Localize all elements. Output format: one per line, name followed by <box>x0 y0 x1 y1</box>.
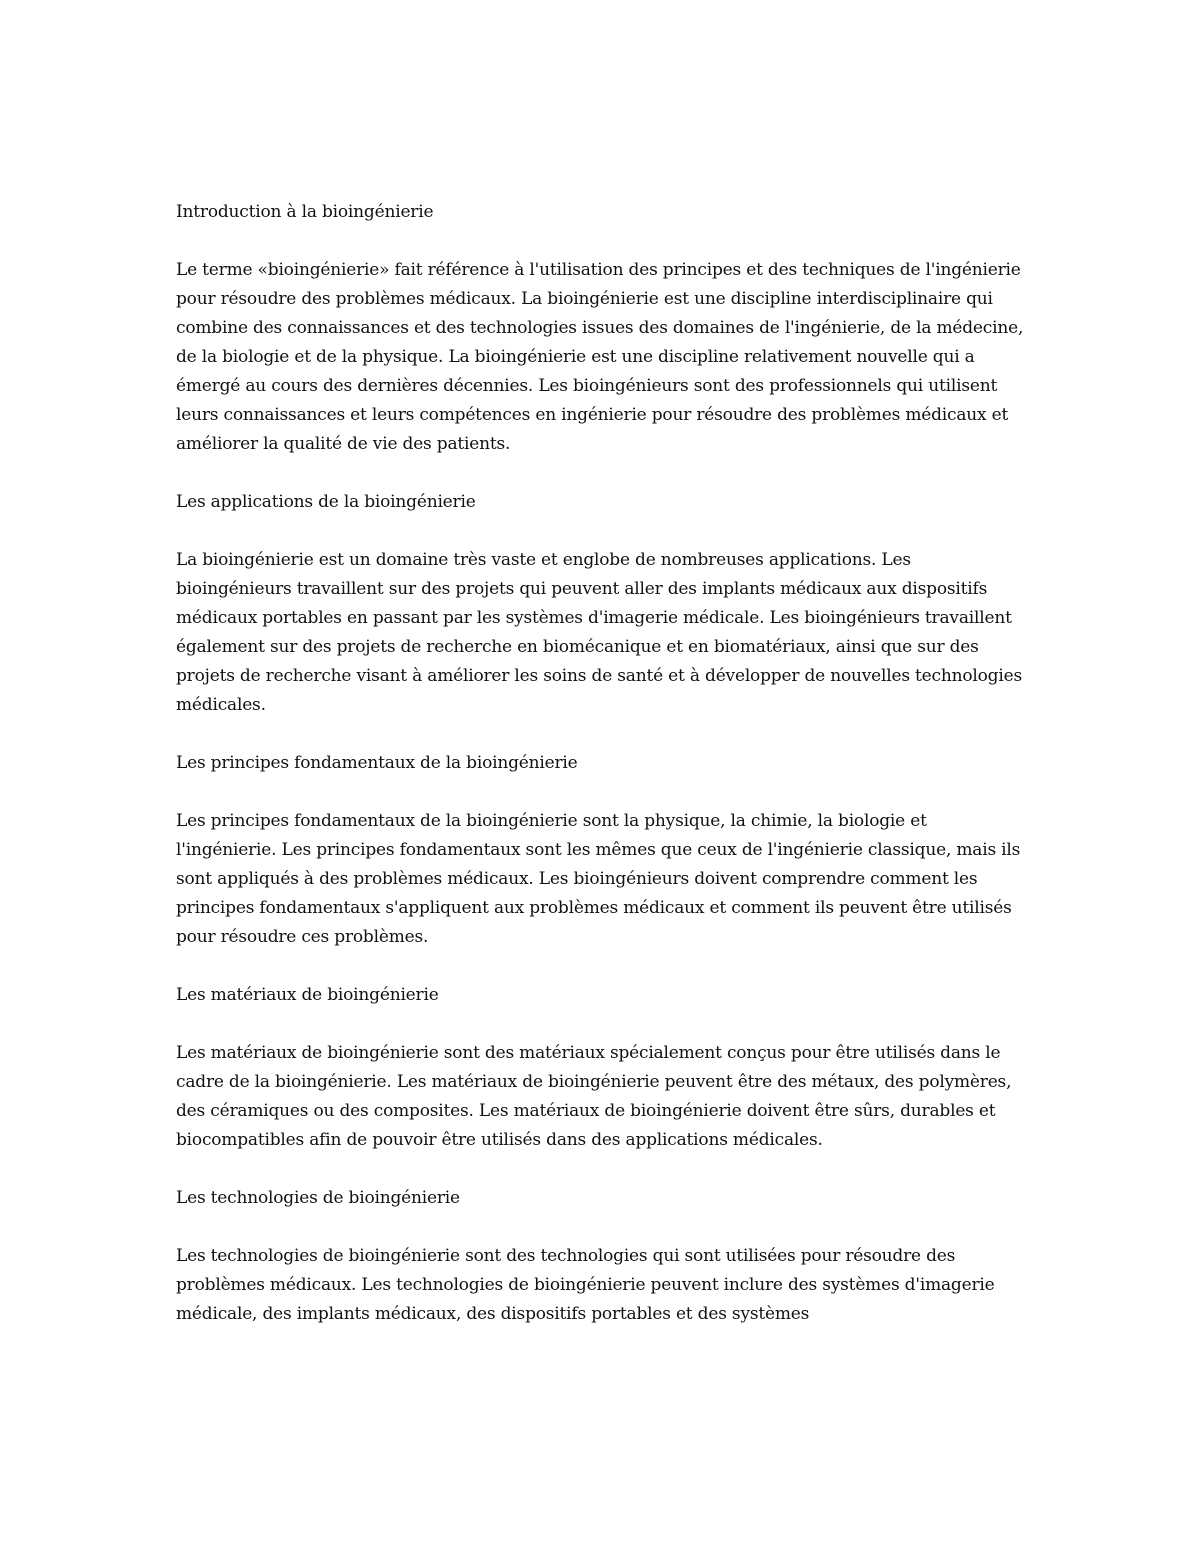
section-heading-introduction: Introduction à la bioingénierie <box>176 202 434 222</box>
section-heading-technologies: Les technologies de bioingénierie <box>176 1188 460 1208</box>
section-body-applications: La bioingénierie est un domaine très vaste et englobe de nombreuses applications. Les bioingénieurs travaillent sur des projets qui peuvent aller des implants médicaux aux dispositifs médicaux portables en passant par les systèmes d'imagerie médicale. Les bioingénieurs travaillent également sur des projets de recherche en biomécanique et en biomatériaux, ainsi que sur des projets de recherche visant à améliorer les soins de santé et à développer de nouvelles technologies médicales. <box>176 550 1022 715</box>
section-heading-principes: Les principes fondamentaux de la bioingénierie <box>176 753 578 773</box>
section-heading-materiaux: Les matériaux de bioingénierie <box>176 985 439 1005</box>
document-content <box>176 198 1026 1329</box>
section-body-materiaux: Les matériaux de bioingénierie sont des matériaux spécialement conçus pour être utilisés dans le cadre de la bioingénierie. Les matériaux de bioingénierie peuvent être des métaux, des polymères, des céramiques ou des composites. Les matériaux de bioingénierie doivent être sûrs, durables et biocompatibles afin de pouvoir être utilisés dans des applications médicales. <box>176 1043 1012 1150</box>
section-body-technologies: Les technologies de bioingénierie sont des technologies qui sont utilisées pour résoudre des problèmes médicaux. Les technologies de bioingénierie peuvent inclure des systèmes d'imagerie médicale, des implants médicaux, des dispositifs portables et des systèmes <box>176 1246 995 1324</box>
section-heading-applications: Les applications de la bioingénierie <box>176 492 476 512</box>
section-body-introduction: Le terme «bioingénierie» fait référence à l'utilisation des principes et des techniques de l'ingénierie pour résoudre des problèmes médicaux. La bioingénierie est une discipline interdisciplinaire qui combine des connaissances et des technologies issues des domaines de l'ingénierie, de la médecine, de la biologie et de la physique. La bioingénierie est une discipline relativement nouvelle qui a émergé au cours des dernières décennies. Les bioingénieurs sont des professionnels qui utilisent leurs connaissances et leurs compétences en ingénierie pour résoudre des problèmes médicaux et améliorer la qualité de vie des patients. <box>176 260 1024 454</box>
section-body-principes: Les principes fondamentaux de la bioingénierie sont la physique, la chimie, la biologie et l'ingénierie. Les principes fondamentaux sont les mêmes que ceux de l'ingénierie classique, mais ils sont appliqués à des problèmes médicaux. Les bioingénieurs doivent comprendre comment les principes fondamentaux s'appliquent aux problèmes médicaux et comment ils peuvent être utilisés pour résoudre ces problèmes. <box>176 811 1021 947</box>
